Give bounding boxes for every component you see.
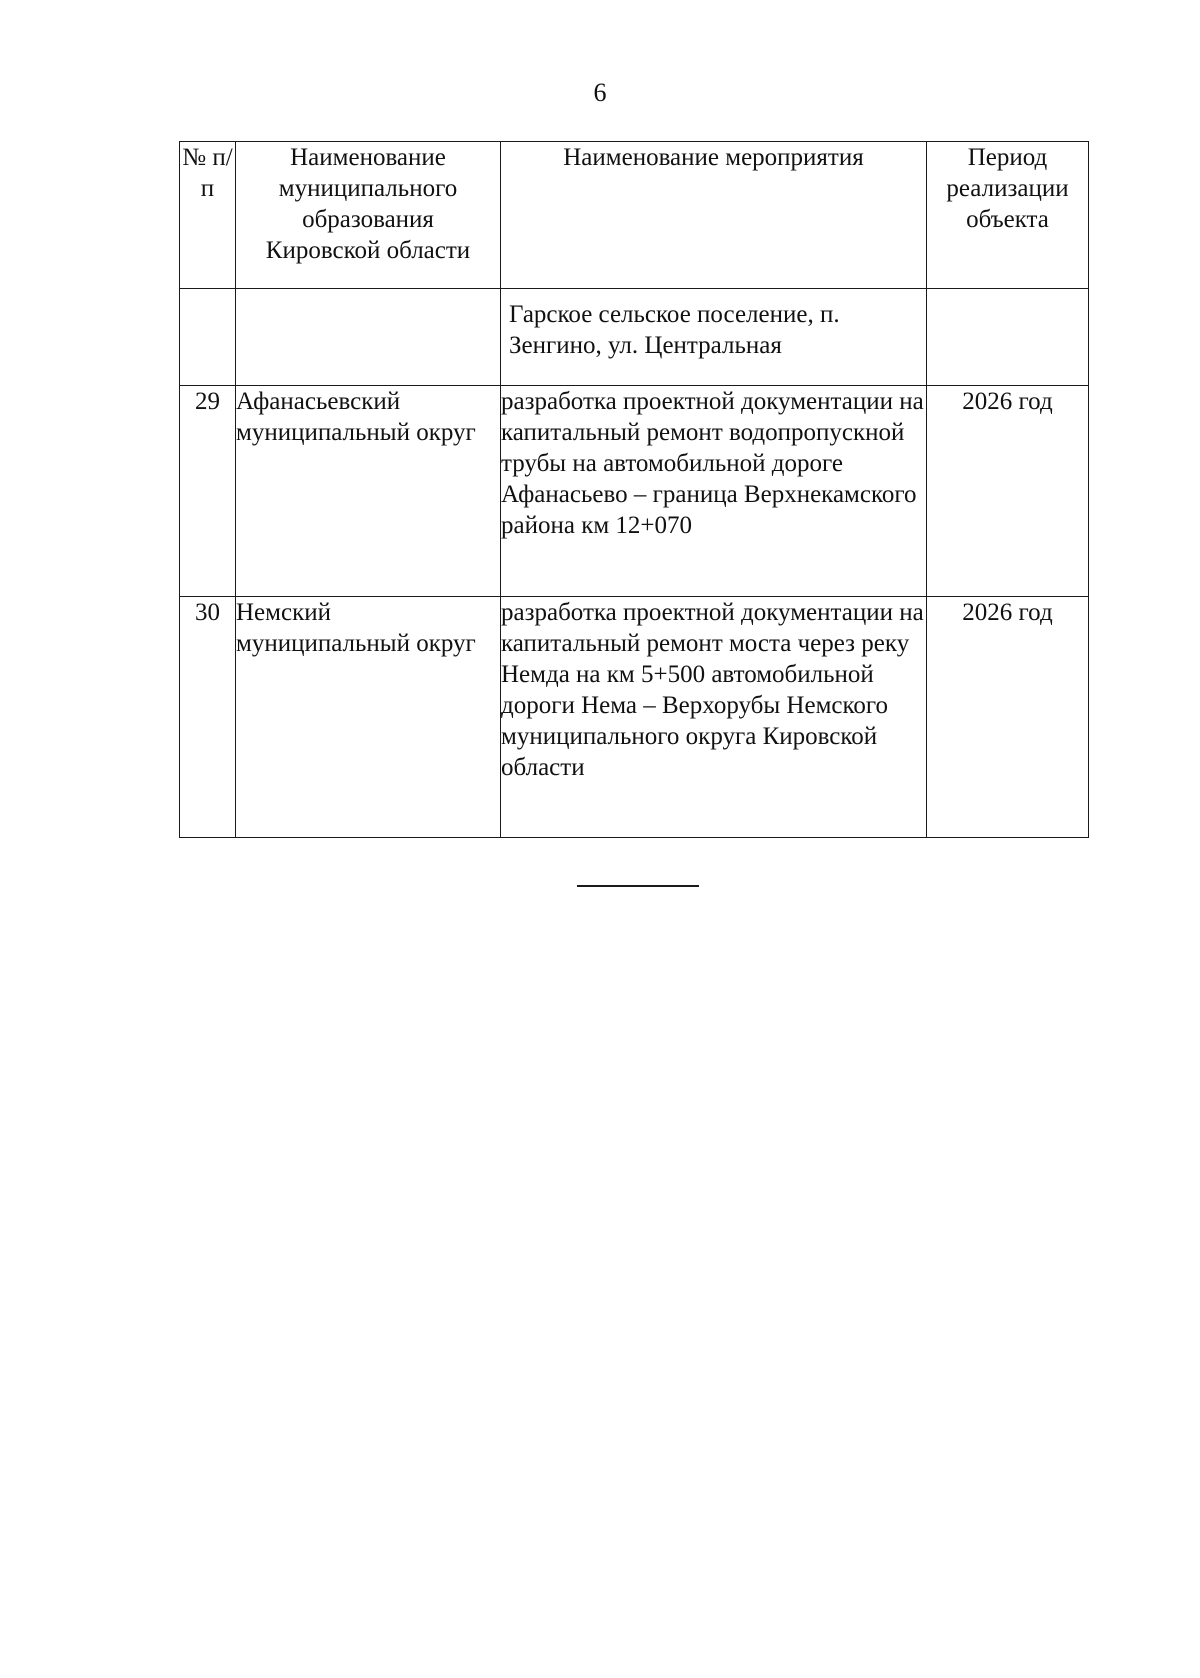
projects-table	[179, 141, 1089, 838]
header-period: Период реализации объекта	[927, 142, 1089, 289]
cell-municipality: Немский муниципальный округ	[236, 597, 501, 838]
cell-period: 2026 год	[927, 386, 1089, 597]
table-header-row	[180, 142, 1089, 289]
cell-municipality: Афанасьевский муниципальный округ	[236, 386, 501, 597]
cell-action: разработка проектной документации на капитальный ремонт водопропускной трубы на автомобильной дороге Афанасьево – граница Верхнекамского района км 12+070	[501, 386, 927, 597]
end-of-document-rule	[577, 885, 699, 887]
page-number: 6	[593, 78, 607, 107]
table-row	[180, 597, 1089, 838]
header-number: № п/п	[180, 142, 236, 289]
cell-municipality	[236, 289, 501, 386]
cell-period	[927, 289, 1089, 386]
table-row	[180, 386, 1089, 597]
cell-number: 30	[180, 597, 236, 838]
cell-number	[180, 289, 236, 386]
header-municipality: Наименование муниципального образования Кировской области	[236, 142, 501, 289]
header-action: Наименование мероприятия	[501, 142, 927, 289]
cell-action: разработка проектной документации на капитальный ремонт моста через реку Немда на км 5+500 автомобильной дороги Нема – Верхорубы Немского муниципального округа Кировской области	[501, 597, 927, 838]
table-row	[180, 289, 1089, 386]
cell-number: 29	[180, 386, 236, 597]
cell-action: Гарское сельское поселение, п. Зенгино, ул. Центральная	[501, 289, 927, 386]
cell-period: 2026 год	[927, 597, 1089, 838]
